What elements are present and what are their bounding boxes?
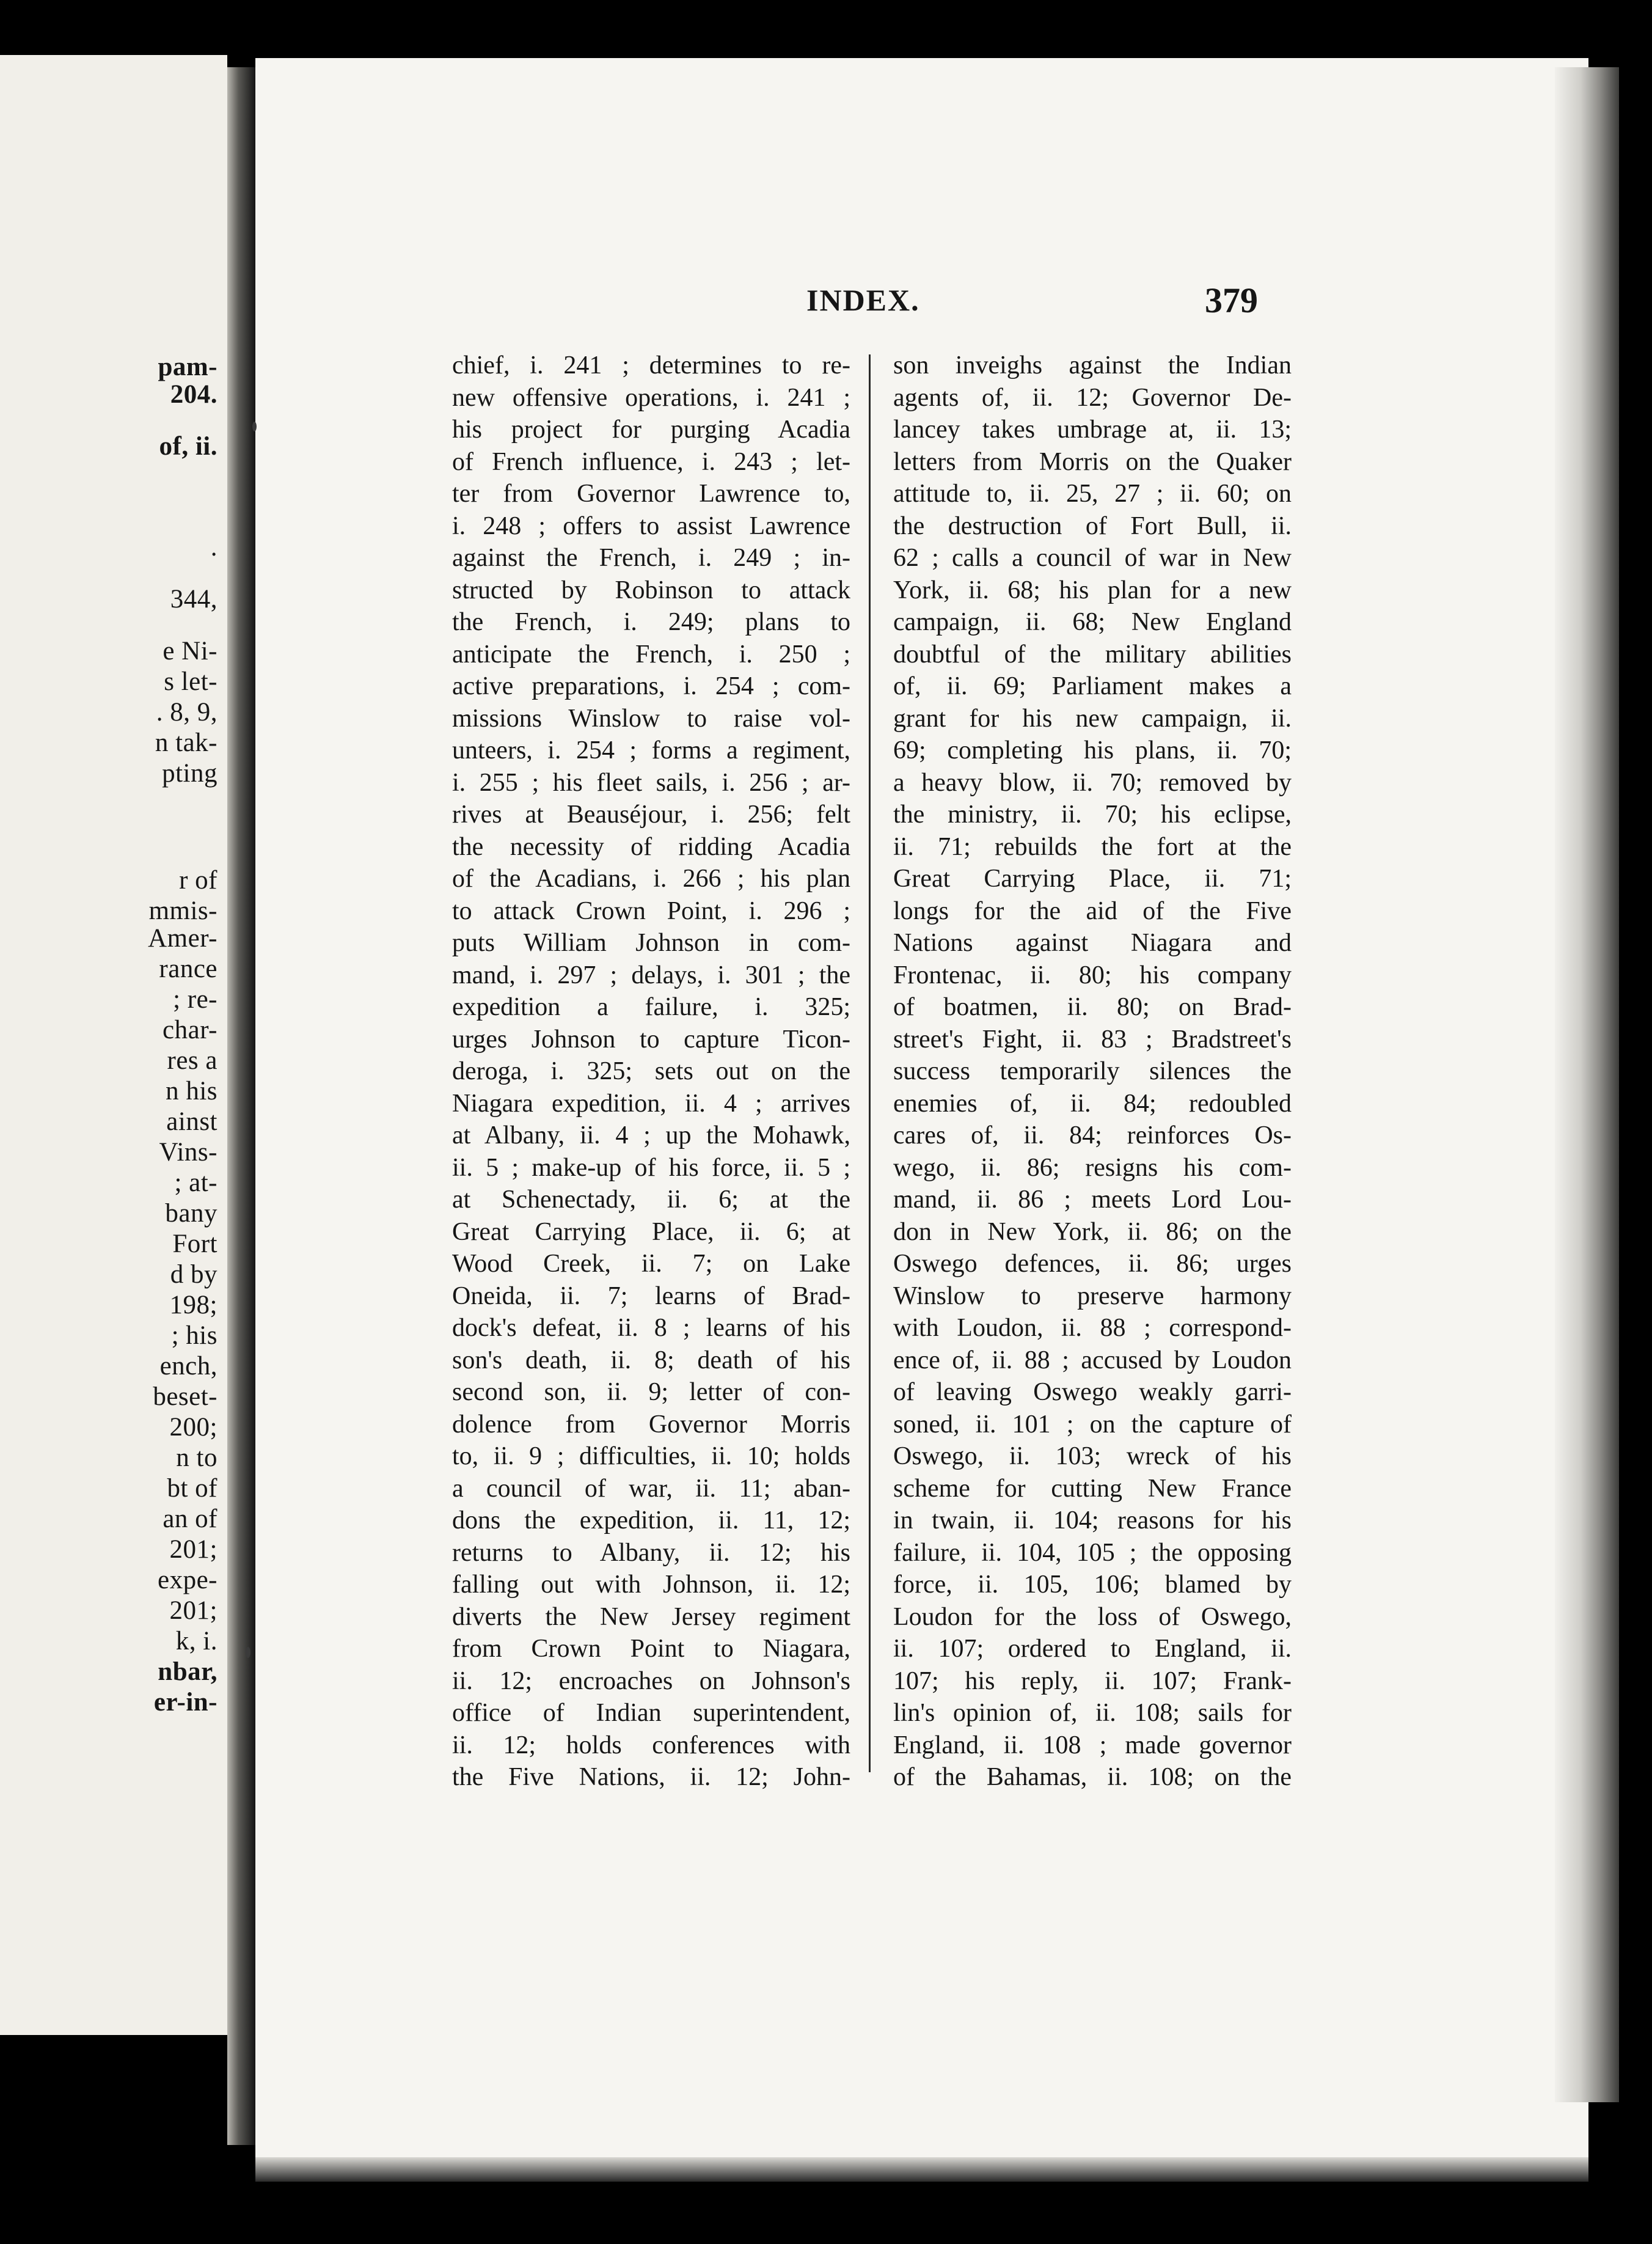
previous-page-line-end: Amer- bbox=[148, 924, 217, 953]
index-line: against the French, i. 249 ; in- bbox=[452, 544, 850, 572]
index-line: grant for his new campaign, ii. bbox=[893, 704, 1292, 733]
index-line: dons the expedition, ii. 11, 12; bbox=[452, 1506, 850, 1535]
previous-page-line-end: 201; bbox=[169, 1535, 217, 1564]
index-line: 107; his reply, ii. 107; Frank- bbox=[893, 1667, 1292, 1695]
previous-page-line-end: mmis- bbox=[148, 897, 217, 925]
previous-page-line-end: ainst bbox=[166, 1107, 217, 1136]
index-line: of the Bahamas, ii. 108; on the bbox=[893, 1763, 1292, 1791]
index-line: campaign, ii. 68; New England bbox=[893, 608, 1292, 636]
index-line: wego, ii. 86; resigns his com- bbox=[893, 1153, 1292, 1182]
index-line: son's death, ii. 8; death of his bbox=[452, 1346, 850, 1374]
index-line: Nations against Niagara and bbox=[893, 929, 1292, 957]
previous-page-line-end: n tak- bbox=[155, 728, 217, 757]
index-line: falling out with Johnson, ii. 12; bbox=[452, 1571, 850, 1599]
index-line: the ministry, ii. 70; his eclipse, bbox=[893, 801, 1292, 829]
index-line: to attack Crown Point, i. 296 ; bbox=[452, 897, 850, 925]
index-line: 62 ; calls a council of war in New bbox=[893, 544, 1292, 572]
index-line: the destruction of Fort Bull, ii. bbox=[893, 512, 1292, 540]
scan-speck bbox=[252, 422, 257, 431]
index-line: i. 248 ; offers to assist Lawrence bbox=[452, 512, 850, 540]
index-column-right bbox=[893, 350, 1292, 1794]
index-line: dock's defeat, ii. 8 ; learns of his bbox=[452, 1314, 850, 1342]
index-line: rives at Beauséjour, i. 256; felt bbox=[452, 801, 850, 829]
index-line: of, ii. 69; Parliament makes a bbox=[893, 672, 1292, 700]
index-line: chief, i. 241 ; determines to re- bbox=[452, 351, 850, 380]
index-line: Oswego defences, ii. 86; urges bbox=[893, 1250, 1292, 1278]
previous-page-line-end: 201; bbox=[169, 1596, 217, 1625]
index-line: soned, ii. 101 ; on the capture of bbox=[893, 1410, 1292, 1439]
index-line: of leaving Oswego weakly garri- bbox=[893, 1378, 1292, 1406]
index-line: don in New York, ii. 86; on the bbox=[893, 1217, 1292, 1246]
index-line: dolence from Governor Morris bbox=[452, 1410, 850, 1439]
index-line: Oswego, ii. 103; wreck of his bbox=[893, 1442, 1292, 1470]
index-line: new offensive operations, i. 241 ; bbox=[452, 383, 850, 412]
previous-page-line-end: 204. bbox=[170, 380, 217, 409]
previous-page-line-end: 200; bbox=[169, 1413, 217, 1442]
index-line: office of Indian superintendent, bbox=[452, 1699, 850, 1727]
index-line: force, ii. 105, 106; blamed by bbox=[893, 1571, 1292, 1599]
previous-page-line-end: . bbox=[210, 533, 217, 562]
index-line: letters from Morris on the Quaker bbox=[893, 447, 1292, 476]
previous-page-line-end: beset- bbox=[153, 1382, 217, 1411]
previous-page-line-end: char- bbox=[163, 1016, 217, 1044]
index-line: ii. 12; holds conferences with bbox=[452, 1731, 850, 1759]
index-line: ence of, ii. 88 ; accused by Loudon bbox=[893, 1346, 1292, 1374]
previous-page-line-end: Vins- bbox=[159, 1138, 217, 1167]
index-line: his project for purging Acadia bbox=[452, 416, 850, 444]
index-line: son inveighs against the Indian bbox=[893, 351, 1292, 380]
previous-page-line-end: n his bbox=[166, 1077, 217, 1106]
index-line: Frontenac, ii. 80; his company bbox=[893, 961, 1292, 989]
index-line: longs for the aid of the Five bbox=[893, 897, 1292, 925]
index-line: at Schenectady, ii. 6; at the bbox=[452, 1186, 850, 1214]
previous-page-fragment bbox=[0, 55, 227, 2035]
index-line: with Loudon, ii. 88 ; correspond- bbox=[893, 1314, 1292, 1342]
index-line: diverts the New Jersey regiment bbox=[452, 1602, 850, 1631]
index-line: deroga, i. 325; sets out on the bbox=[452, 1057, 850, 1085]
index-line: second son, ii. 9; letter of con- bbox=[452, 1378, 850, 1406]
previous-page-line-end: rance bbox=[159, 955, 217, 983]
previous-page-line-end: bany bbox=[165, 1199, 217, 1228]
previous-page-line-end: er-in- bbox=[153, 1688, 217, 1717]
index-line: Wood Creek, ii. 7; on Lake bbox=[452, 1250, 850, 1278]
previous-page-line-end: expe- bbox=[158, 1566, 217, 1594]
index-line: active preparations, i. 254 ; com- bbox=[452, 672, 850, 700]
index-line: from Crown Point to Niagara, bbox=[452, 1635, 850, 1663]
previous-page-line-end: ench, bbox=[159, 1352, 217, 1380]
previous-page-line-end: 344, bbox=[170, 585, 217, 614]
index-line: i. 255 ; his fleet sails, i. 256 ; ar- bbox=[452, 768, 850, 797]
index-line: missions Winslow to raise vol- bbox=[452, 704, 850, 733]
index-line: agents of, ii. 12; Governor De- bbox=[893, 383, 1292, 412]
index-line: at Albany, ii. 4 ; up the Mohawk, bbox=[452, 1121, 850, 1150]
index-line: of French influence, i. 243 ; let- bbox=[452, 447, 850, 476]
previous-page-line-end: ; his bbox=[171, 1321, 217, 1350]
index-line: anticipate the French, i. 250 ; bbox=[452, 640, 850, 669]
index-line: ii. 71; rebuilds the fort at the bbox=[893, 832, 1292, 861]
page-edge-shadow bbox=[1555, 67, 1619, 2102]
column-rule bbox=[869, 354, 871, 1772]
book-gutter bbox=[227, 67, 255, 2145]
previous-page-line-end: d by bbox=[170, 1260, 217, 1289]
previous-page-line-end: res a bbox=[167, 1046, 217, 1075]
index-line: returns to Albany, ii. 12; his bbox=[452, 1538, 850, 1567]
index-line: scheme for cutting New France bbox=[893, 1474, 1292, 1503]
index-line: street's Fight, ii. 83 ; Bradstreet's bbox=[893, 1025, 1292, 1054]
index-line: in twain, ii. 104; reasons for his bbox=[893, 1506, 1292, 1535]
index-line: a council of war, ii. 11; aban- bbox=[452, 1474, 850, 1503]
index-line: structed by Robinson to attack bbox=[452, 576, 850, 604]
previous-page-line-end: pam- bbox=[158, 353, 217, 381]
index-line: Niagara expedition, ii. 4 ; arrives bbox=[452, 1089, 850, 1118]
running-head: INDEX. bbox=[806, 283, 920, 317]
index-line: lin's opinion of, ii. 108; sails for bbox=[893, 1699, 1292, 1727]
index-line: ii. 107; ordered to England, ii. bbox=[893, 1635, 1292, 1663]
index-line: mand, i. 297 ; delays, i. 301 ; the bbox=[452, 961, 850, 989]
index-line: failure, ii. 104, 105 ; the opposing bbox=[893, 1538, 1292, 1567]
index-line: Loudon for the loss of Oswego, bbox=[893, 1602, 1292, 1631]
index-line: unteers, i. 254 ; forms a regiment, bbox=[452, 736, 850, 765]
previous-page-line-end: nbar, bbox=[158, 1657, 217, 1686]
page-bottom-shadow bbox=[255, 2157, 1588, 2182]
previous-page-line-end: bt of bbox=[167, 1474, 217, 1503]
index-line: of the Acadians, i. 266 ; his plan bbox=[452, 865, 850, 893]
index-line: Oneida, ii. 7; learns of Brad- bbox=[452, 1282, 850, 1310]
index-line: 69; completing his plans, ii. 70; bbox=[893, 736, 1292, 765]
previous-page-line-end: ; re- bbox=[173, 985, 217, 1014]
index-line: the necessity of ridding Acadia bbox=[452, 832, 850, 861]
index-line: the Five Nations, ii. 12; John- bbox=[452, 1763, 850, 1791]
index-line: success temporarily silences the bbox=[893, 1057, 1292, 1085]
index-column-left bbox=[452, 350, 850, 1794]
index-line: urges Johnson to capture Ticon- bbox=[452, 1025, 850, 1054]
index-line: lancey takes umbrage at, ii. 13; bbox=[893, 416, 1292, 444]
previous-page-line-end: ; at- bbox=[174, 1168, 217, 1197]
previous-page-line-end: n to bbox=[176, 1443, 217, 1472]
index-line: ter from Governor Lawrence to, bbox=[452, 480, 850, 508]
index-line: doubtful of the military abilities bbox=[893, 640, 1292, 669]
previous-page-line-end: an of bbox=[163, 1505, 217, 1533]
index-line: cares of, ii. 84; reinforces Os- bbox=[893, 1121, 1292, 1150]
index-line: York, ii. 68; his plan for a new bbox=[893, 576, 1292, 604]
index-line: puts William Johnson in com- bbox=[452, 929, 850, 957]
index-line: the French, i. 249; plans to bbox=[452, 608, 850, 636]
index-line: ii. 12; encroaches on Johnson's bbox=[452, 1667, 850, 1695]
previous-page-line-end: s let- bbox=[164, 667, 217, 696]
index-line: a heavy blow, ii. 70; removed by bbox=[893, 768, 1292, 797]
previous-page-line-end: pting bbox=[162, 759, 217, 788]
scan-speck bbox=[246, 1647, 250, 1658]
previous-page-line-end: e Ni- bbox=[163, 637, 217, 666]
previous-page-line-ends bbox=[0, 55, 227, 2035]
index-line: ii. 5 ; make-up of his force, ii. 5 ; bbox=[452, 1153, 850, 1182]
previous-page-line-end: Fort bbox=[172, 1230, 217, 1258]
previous-page-line-end: r of bbox=[179, 866, 217, 895]
previous-page-line-end: . 8, 9, bbox=[156, 698, 217, 727]
index-line: to, ii. 9 ; difficulties, ii. 10; holds bbox=[452, 1442, 850, 1470]
index-line: of boatmen, ii. 80; on Brad- bbox=[893, 993, 1292, 1021]
index-line: Great Carrying Place, ii. 71; bbox=[893, 865, 1292, 893]
page-number: 379 bbox=[1205, 280, 1258, 320]
previous-page-line-end: of, ii. bbox=[159, 432, 217, 461]
index-line: Winslow to preserve harmony bbox=[893, 1282, 1292, 1310]
index-line: England, ii. 108 ; made governor bbox=[893, 1731, 1292, 1759]
previous-page-line-end: k, i. bbox=[175, 1627, 217, 1656]
index-line: Great Carrying Place, ii. 6; at bbox=[452, 1217, 850, 1246]
index-line: enemies of, ii. 84; redoubled bbox=[893, 1089, 1292, 1118]
previous-page-line-end: 198; bbox=[169, 1291, 217, 1319]
index-line: mand, ii. 86 ; meets Lord Lou- bbox=[893, 1186, 1292, 1214]
index-line: attitude to, ii. 25, 27 ; ii. 60; on bbox=[893, 480, 1292, 508]
index-line: expedition a failure, i. 325; bbox=[452, 993, 850, 1021]
